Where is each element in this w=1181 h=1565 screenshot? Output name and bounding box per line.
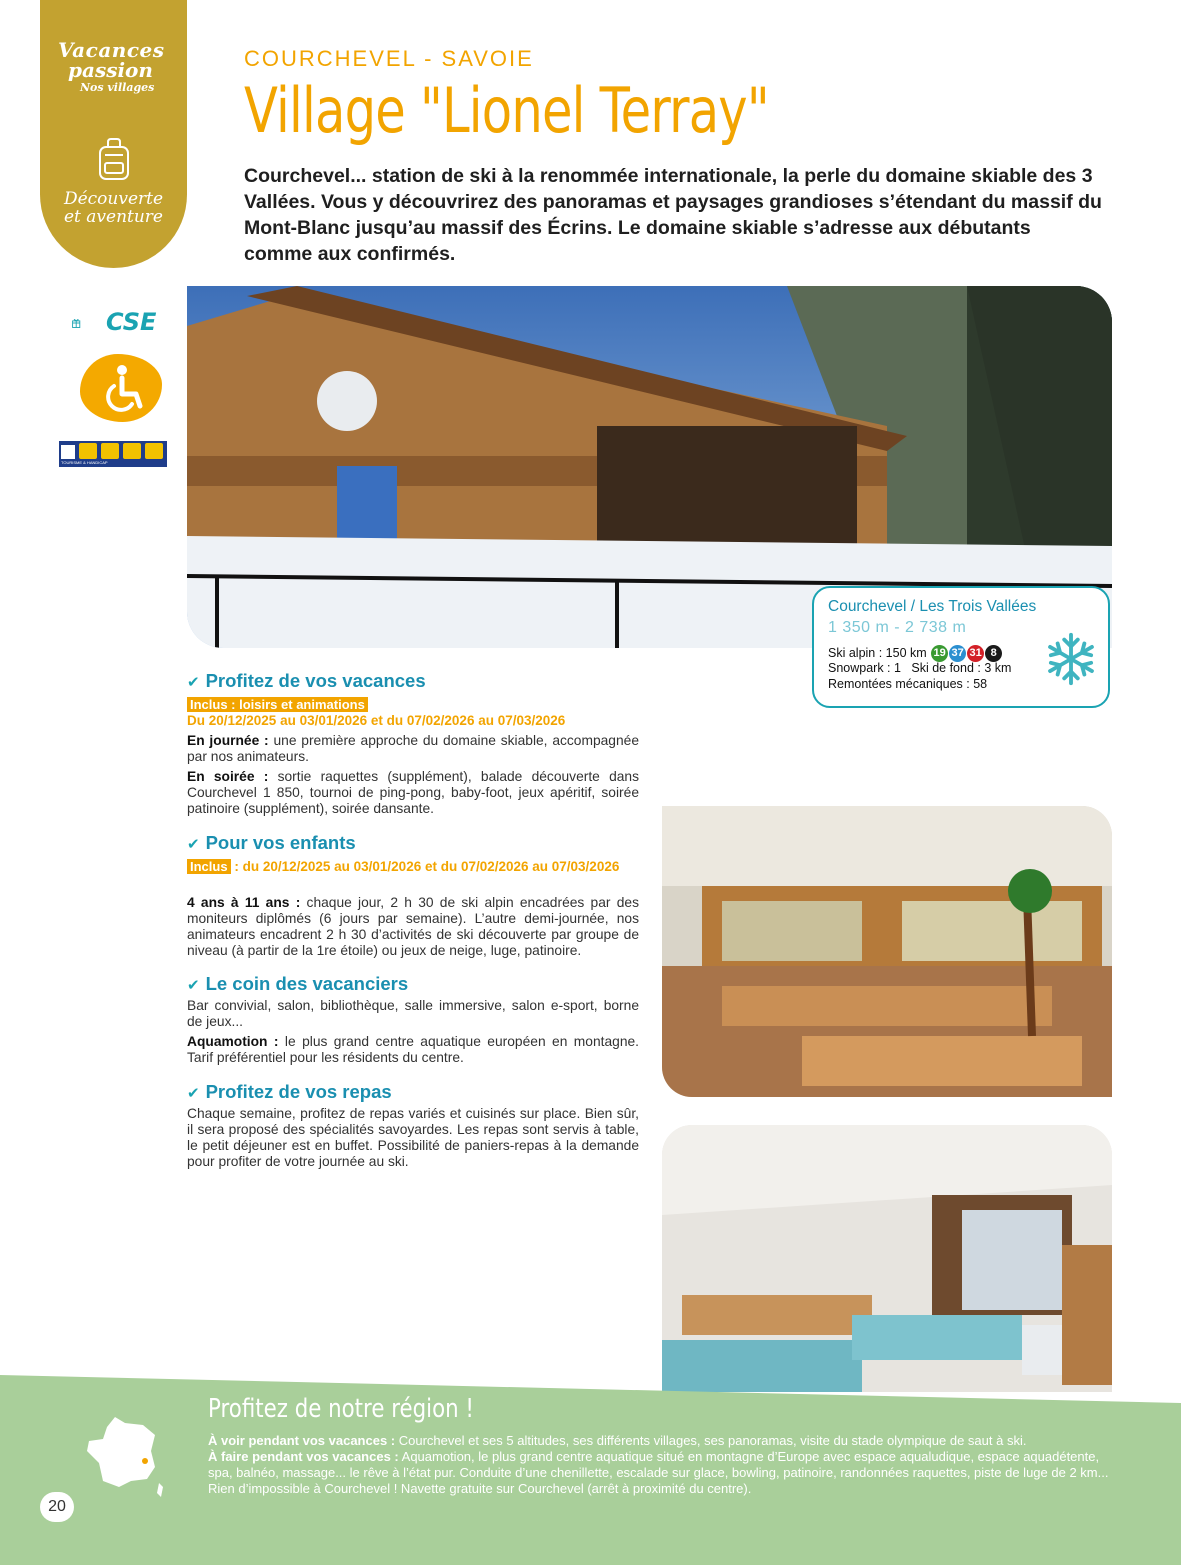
snowpark-line: Snowpark : 1 Ski de fond : 3 km [828, 661, 1012, 675]
a-faire-bold: À faire pendant vos vacances : [208, 1449, 399, 1464]
category-line-1: Découverte [63, 189, 164, 209]
enfants-paragraph [187, 895, 639, 959]
wheelchair-icon [80, 354, 162, 422]
section-repas-title [187, 1081, 392, 1103]
tourisme-handicap-text: TOURISME & HANDICAP [61, 460, 108, 465]
brand-line-3: Nos villages [80, 81, 155, 94]
coin-paragraph-2 [187, 1034, 639, 1066]
section-enfants-title [187, 832, 356, 854]
backpack-icon [96, 137, 132, 181]
ski-alpin-line [828, 645, 1002, 662]
brand-line-2: passion [68, 58, 153, 82]
check-icon: ✔ [187, 674, 200, 691]
cse-label: CSE [106, 308, 157, 336]
ski-area-title: Courchevel / Les Trois Vallées [828, 598, 1037, 615]
brand-logo [58, 40, 170, 93]
section-vacances-title [187, 670, 426, 692]
gift-icon [72, 306, 102, 340]
section-vacances-dates [187, 697, 637, 729]
coin-paragraph-1: Bar convivial, salon, bibliothèque, salle immersive, salon e-sport, borne de jeux... [187, 998, 639, 1029]
red-runs-badge: 31 [967, 645, 984, 662]
ski-info-box [812, 586, 1110, 708]
vacances-day-paragraph [187, 733, 639, 765]
coin-text: le plus grand centre aquatique européen en montagne. Tarif préférentiel pour les résidents du centre. [187, 1034, 640, 1065]
vacances-date-range: Du 20/12/2025 au 03/01/2026 et du 07/02/2026 au 07/03/2026 [187, 713, 566, 728]
section-repas-title-text: Profitez de vos repas [205, 1081, 392, 1102]
enfants-date-range: : du 20/12/2025 au 03/01/2026 et du 07/02/2026 au 07/03/2026 [230, 859, 620, 874]
blue-runs-badge: 37 [949, 645, 966, 662]
intro-paragraph: Courchevel... station de ski à la renommée internationale, la perle du domaine skiable des 3 Vallées. Vous y découvrirez des panoramas et paysages grandioses s’étendant du massif du Mont-Blanc jusqu’au massif des Écrins. Le domaine skiable s’adresse aux débutants comme aux confirmés. [244, 165, 1102, 265]
check-icon: ✔ [187, 836, 200, 853]
repas-paragraph: Chaque semaine, profitez de repas variés et cuisinés sur place. Bien sûr, il sera proposé des spécialités savoyardes. Les repas sont servis à table, le petit déjeuner est en buffet. Possibilité de paniers-repas à la demande pour profiter de votre journée au ski. [187, 1106, 639, 1169]
category-label [52, 190, 175, 226]
a-faire-text: Aquamotion, le plus grand centre aquatique situé en montagne d’Europe avec espace aqualudique, espace aquadétente, spa, balnéo, massage... le rêve à l’état pur. Conduite d’une chenillette, escalade sur glace, bowling, patinoire, randonnées raquettes, piste de luge de 2 km... Rien d’impossible à Courchevel ! Navette gratuite sur Courchevel (arrêt à proximité du centre). [208, 1449, 1109, 1496]
vacances-evening-bold: En soirée : [187, 769, 269, 784]
included-badge: Inclus [187, 859, 231, 874]
region-label: COURCHEVEL - SAVOIE [244, 46, 534, 71]
house-icon [61, 445, 75, 459]
enfants-bold: 4 ans à 11 ans : [187, 895, 301, 910]
footer-text [208, 1433, 1118, 1497]
footer-title: Profitez de notre région ! [208, 1394, 474, 1424]
section-vacances-title-text: Profitez de vos vacances [205, 670, 426, 691]
enfants-text: chaque jour, 2 h 30 de ski alpin encadrées par des moniteurs diplômés (6 jours par semaine). L’autre demi-journée, nos animateurs encadrent 2 h 30 d’activités de ski découverte par groupe de niveau (à partir de la 1re étoile) ou jeux de neige, luge, patinoire. [187, 895, 639, 958]
vacances-day-text: une première approche du domaine skiable, accompagnée par nos animateurs. [187, 733, 639, 764]
footer-a-faire [208, 1449, 1118, 1497]
altitude-range: 1 350 m - 2 738 m [828, 619, 967, 636]
ski-alpin-label: Ski alpin : 150 km [828, 645, 927, 660]
hearing-icon [79, 443, 97, 459]
vacances-evening-text: sortie raquettes (supplément), balade découverte dans Courchevel 1 850, tournoi de ping-pong, baby-foot, jeux apéritif, soirée patinoire (supplément), soirée dansante. [187, 769, 639, 816]
bedroom-photo [662, 1125, 1112, 1392]
dining-room-photo [662, 806, 1112, 1097]
eye-icon [145, 443, 163, 459]
section-enfants-title-text: Pour vos enfants [205, 832, 356, 853]
black-runs-badge: 8 [985, 645, 1002, 662]
included-badge: Inclus : loisirs et animations [187, 697, 368, 712]
section-enfants-dates [187, 859, 637, 875]
section-coin-title-text: Le coin des vacanciers [205, 973, 409, 994]
check-icon: ✔ [187, 1085, 200, 1102]
page-number: 20 [40, 1492, 74, 1522]
category-line-2: et aventure [63, 207, 163, 227]
a-voir-text: Courchevel et ses 5 altitudes, ses différents villages, ses panoramas, visite du stade olympique de saut à ski. [395, 1433, 1027, 1448]
wheelchair-small-icon [123, 443, 141, 459]
accessibility-badge [80, 354, 162, 422]
a-voir-bold: À voir pendant vos vacances : [208, 1433, 396, 1448]
snowflake-icon [1042, 630, 1100, 688]
mental-icon [101, 443, 119, 459]
green-runs-badge: 19 [931, 645, 948, 662]
tourisme-handicap-logo [59, 441, 167, 467]
footer-a-voir [208, 1433, 1118, 1449]
vacances-evening-paragraph [187, 769, 639, 817]
section-coin-title [187, 973, 408, 995]
brand-line-1: Vacances [58, 38, 165, 62]
france-map-icon [85, 1415, 167, 1500]
lifts-line: Remontées mécaniques : 58 [828, 677, 988, 691]
coin-bold: Aquamotion : [187, 1034, 279, 1049]
check-icon: ✔ [187, 977, 200, 994]
page-title: Village "Lionel Terray" [244, 74, 769, 147]
vacances-day-bold: En journée : [187, 733, 269, 748]
